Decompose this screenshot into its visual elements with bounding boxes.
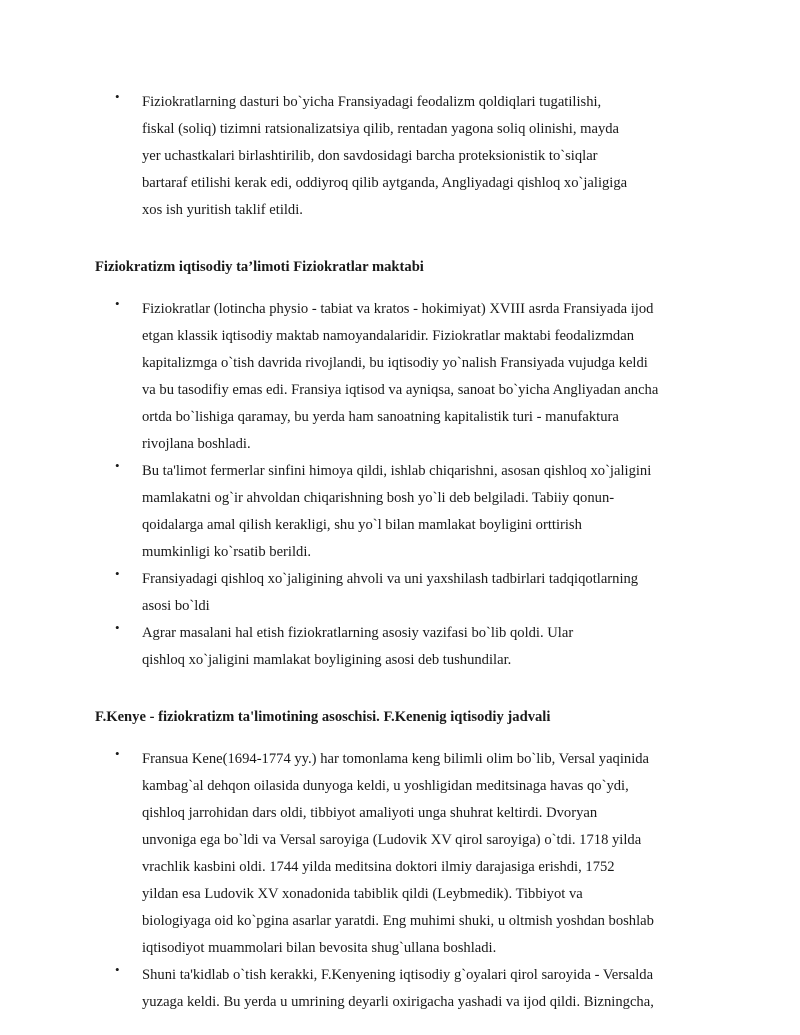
list-item-line: xos ish yuritish taklif etildi. [142,202,303,218]
bullet-icon: • [115,566,120,581]
list-item-line: Bu ta'limot fermerlar sinfini himoya qildi, ishlab chiqarishni, asosan qishloq xo`jaligini [142,463,652,479]
list-item-line: yildan esa Ludovik XV xonadonida tabiblik qildi (Leybmedik). Tibbiyot va [142,886,583,902]
intro-bullet-list [0,89,800,224]
list-item-line: qishloq xo`jaligini mamlakat boyligining asosi deb tushundilar. [142,652,512,668]
list-item [0,620,800,674]
section1-bullet-list [0,296,800,674]
list-item-line: unvoniga ega bo`ldi va Versal saroyiga (Ludovik XV qirol saroyiga) o`tdi. 1718 yilda [142,832,642,848]
section2-list [0,746,800,1016]
list-item-line: Fiziokratlarning dasturi bo`yicha Fransiyadagi feodalizm qoldiqlari tugatilishi, [142,94,602,110]
section-heading: Fiziokratizm iqtisodiy ta’limoti Fiziokratlar maktabi [95,259,424,275]
list-item-line: qishloq jarrohidan dars oldi, tibbiyot amaliyoti unga shuhrat keltirdi. Dvoryan [142,805,598,821]
list-item-line: vrachlik kasbini oldi. 1744 yilda meditsina doktori ilmiy darajasiga erishdi, 1752 [142,859,615,875]
list-item-line: biologiyaga oid ko`pgina asarlar yaratdi. Eng muhimi shuki, u oltmish yoshdan boshlab [142,913,654,929]
list-item-line: yer uchastkalari birlashtirilib, don savdosidagi barcha proteksionistik to`siqlar [142,148,598,164]
list-item-line: qoidalarga amal qilish kerakligi, shu yo`l bilan mamlakat boyligini orttirish [142,517,582,533]
section-heading: F.Kenye - fiziokratizm ta'limotining asoschisi. F.Kenenig iqtisodiy jadvali [95,709,551,725]
list-item-line: mumkinligi ko`rsatib berildi. [142,544,312,560]
list-item-line: mamlakatni og`ir ahvoldan chiqarishning bosh yo`li deb belgiladi. Tabiiy qonun- [142,490,615,506]
list-item [0,962,800,1016]
section2-bullet-list [0,746,800,1016]
list-item-line: Shuni ta'kidlab o`tish kerakki, F.Kenyening iqtisodiy g`oyalari qirol saroyida - Versalda [142,967,654,983]
list-item-line: Fiziokratlar (lotincha physio - tabiat va kratos - hokimiyat) XVIII asrda Fransiyada ijod [142,301,654,317]
list-item [0,746,800,962]
bullet-icon: • [115,620,120,635]
list-item-line: kapitalizmga o`tish davrida rivojlandi, bu iqtisodiy yo`nalish Fransiyada vujudga keldi [142,355,648,371]
list-item [0,458,800,566]
list-item [0,566,800,620]
section1-list [0,296,800,674]
list-item [0,89,800,224]
list-item-line: bartaraf etilishi kerak edi, oddiyroq qilib aytganda, Angliyadagi qishloq xo`jaligiga [142,175,628,191]
bullet-icon: • [115,962,120,977]
list-item-line: Fransiyadagi qishloq xo`jaligining ahvoli va uni yaxshilash tadbirlari tadqiqotlarning [142,571,639,587]
list-item-line: Fransua Kene(1694-1774 yy.) har tomonlama keng bilimli olim bo`lib, Versal yaqinida [142,751,650,767]
bullet-icon: • [115,89,120,104]
bullet-icon: • [115,458,120,473]
list-item-line: ortda bo`lishiga qaramay, bu yerda ham sanoatning kapitalistik turi - manufaktura [142,409,619,425]
list-item [0,296,800,458]
list-item-line: yuzaga keldi. Bu yerda u umrining deyarli oxirigacha yashadi va ijod qildi. Bizningcha, [142,994,654,1010]
list-item-line: va bu tasodifiy emas edi. Fransiya iqtisod va ayniqsa, sanoat bo`yicha Angliyadan ancha [142,382,659,398]
bullet-icon: • [115,746,120,761]
list-item-line: asosi bo`ldi [142,598,210,614]
list-item-line: iqtisodiyot muammolari bilan bevosita shug`ullana boshladi. [142,940,497,956]
list-item-line: rivojlana boshladi. [142,436,251,452]
intro-list [0,89,800,224]
bullet-icon: • [115,296,120,311]
list-item-line: etgan klassik iqtisodiy maktab namoyandalaridir. Fiziokratlar maktabi feodalizmdan [142,328,634,344]
list-item-line: fiskal (soliq) tizimni ratsionalizatsiya qilib, rentadan yagona soliq olinishi, mayda [142,121,620,137]
list-item-line: Agrar masalani hal etish fiziokratlarning asosiy vazifasi bo`lib qoldi. Ular [142,625,574,641]
list-item-line: kambag`al dehqon oilasida dunyoga keldi, u yoshligidan meditsinaga havas qo`ydi, [142,778,629,794]
